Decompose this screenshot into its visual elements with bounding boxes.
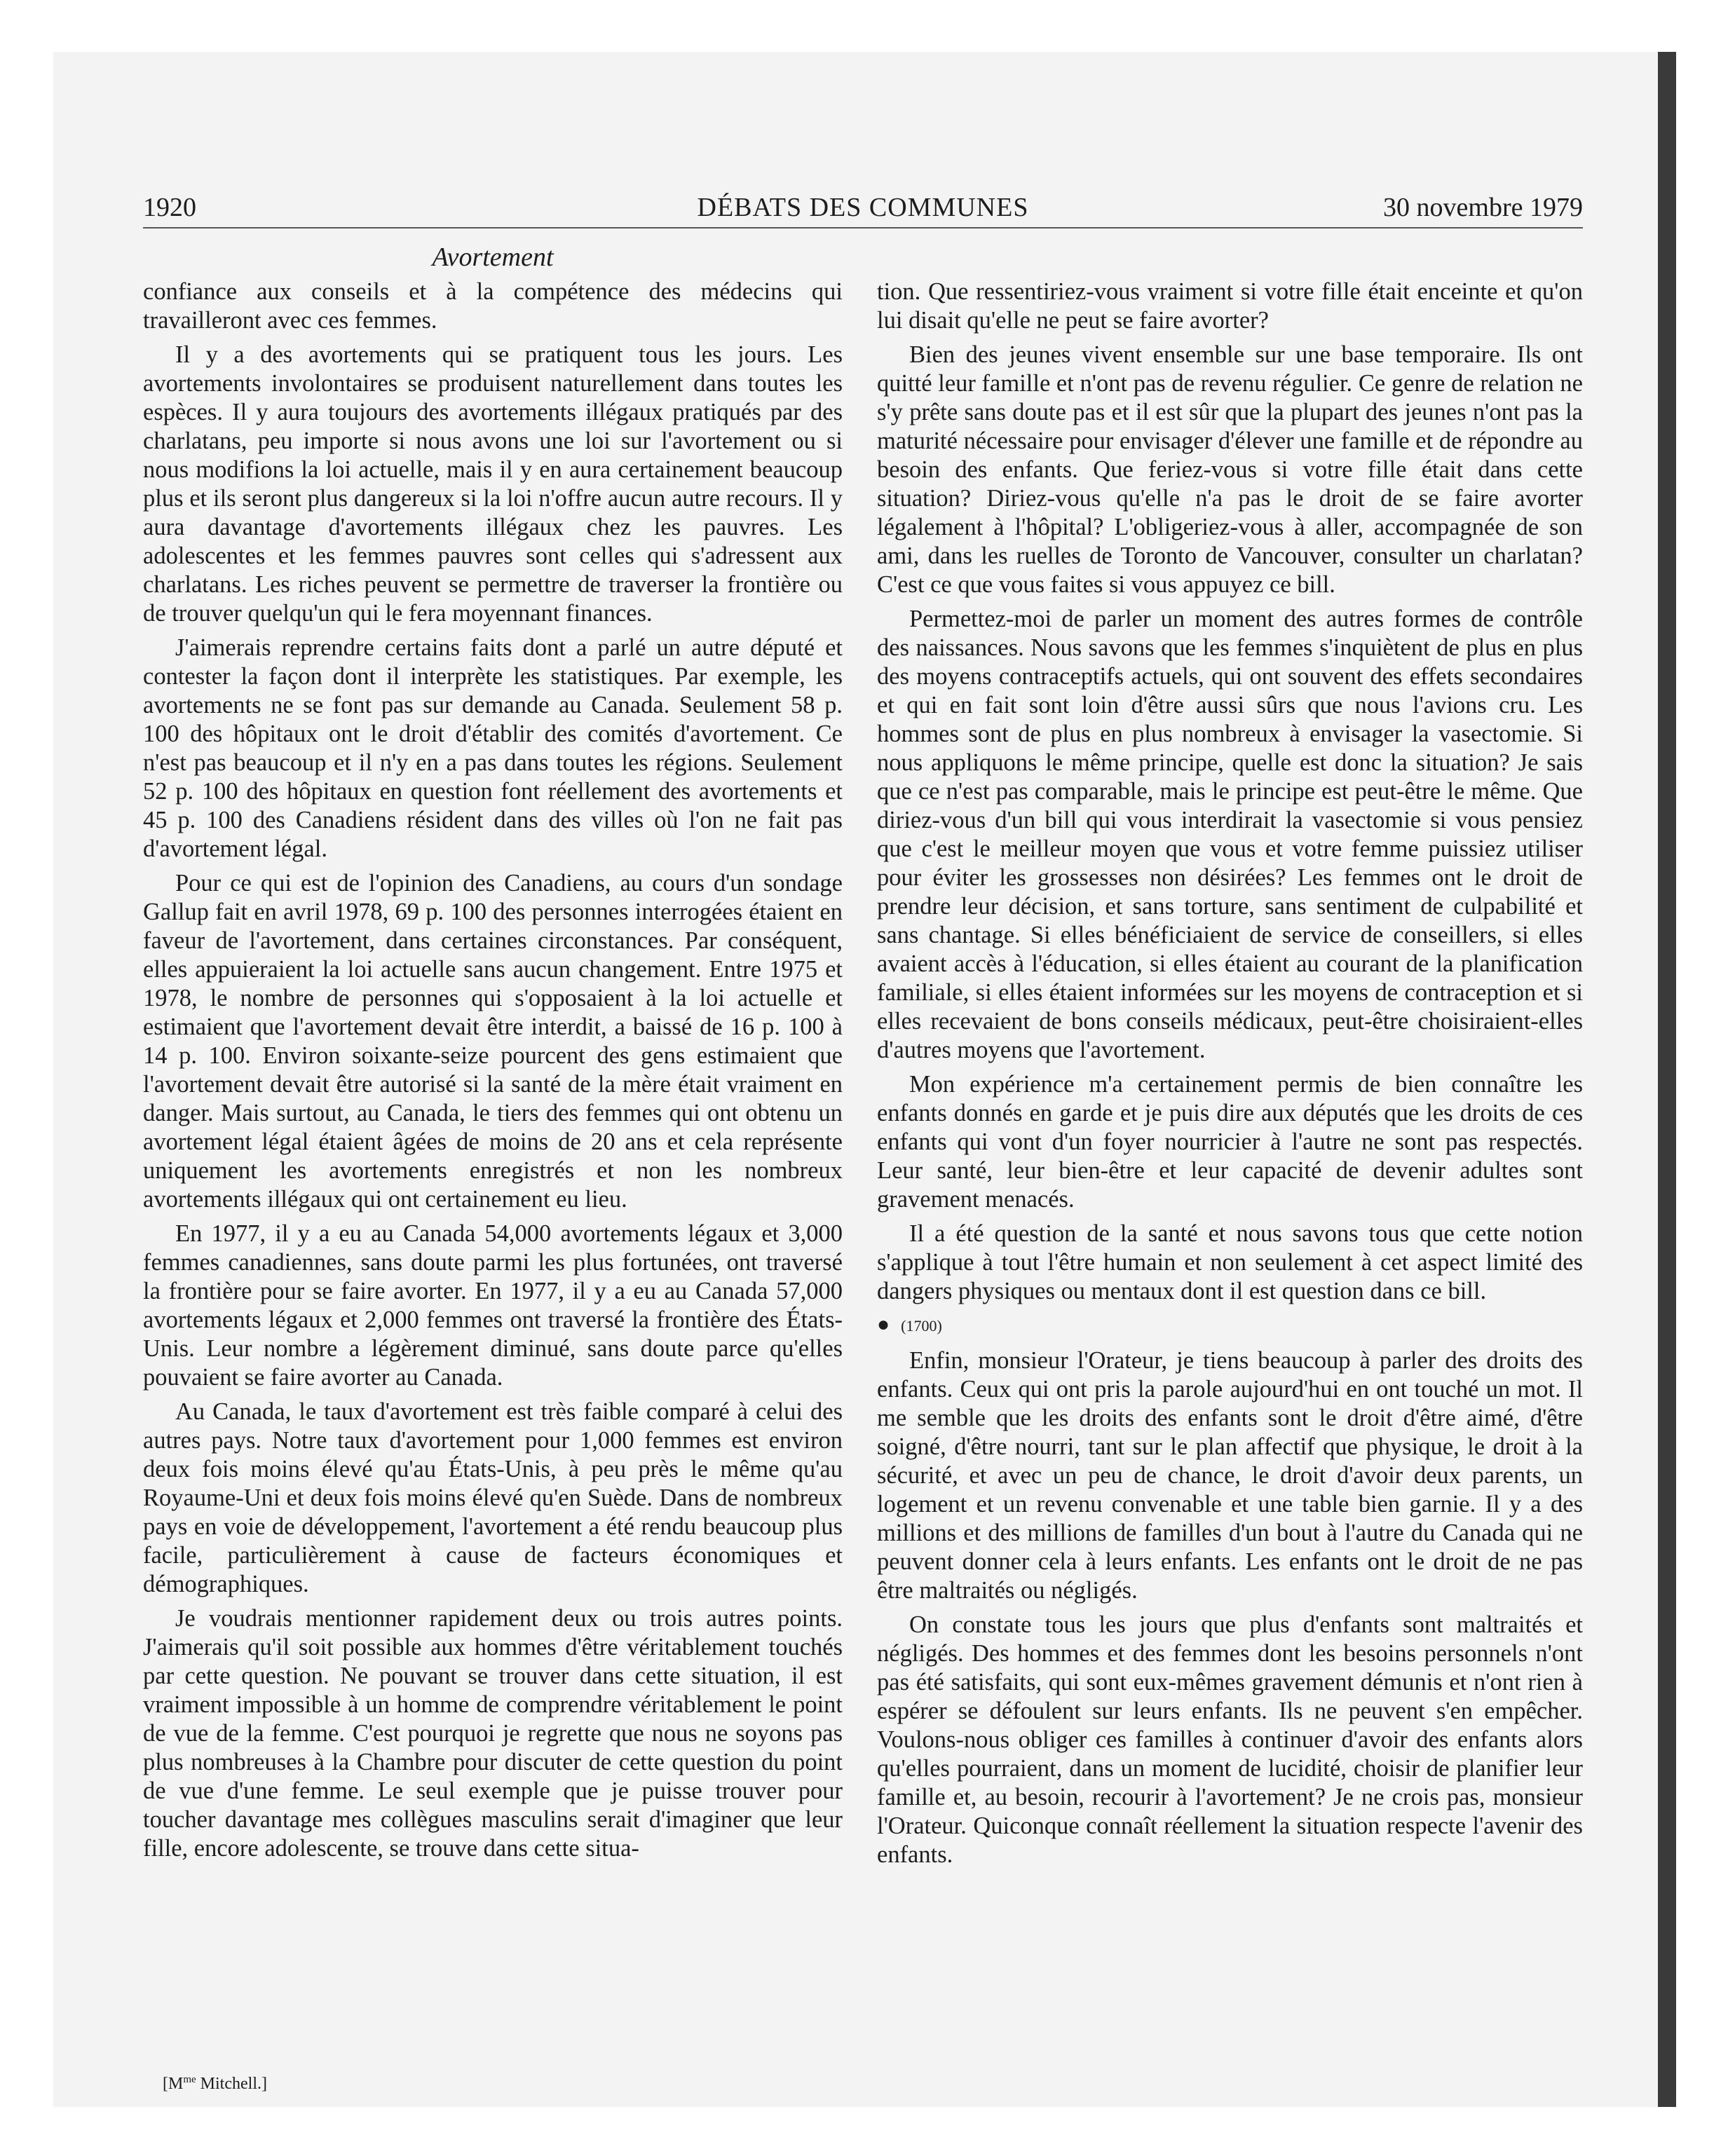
- section-title: Avortement: [432, 243, 554, 272]
- paragraph: Mon expérience m'a certainement permis de bien connaître les enfants donnés en garde et je puis dire aux députés que les droits de ces enfants qui vont d'un foyer nourricier à l'autre ne sont pas respectés. Leur santé, leur bien-être et leur capacité de devenir adultes sont gravement menacés.: [877, 1071, 1583, 1213]
- running-header: [143, 188, 1583, 228]
- paragraph: Il y a des avortements qui se pratiquent tous les jours. Les avortements involontaires se produisent naturellement dans toutes les espèces. Il y aura toujours des avortements illégaux pratiqués par des charlatans, peu importe si nous avons une loi sur l'avortement ou si nous modifions la loi actuelle, mais il y en aura certainement beaucoup plus et ils seront plus dangereux si la loi n'offre aucun autre recours. Il y aura davantage d'avortements illégaux chez les pauvres. Les adolescentes et les femmes pauvres sont celles qui s'adressent aux charlatans. Les riches peuvent se permettre de traverser la frontière ou de trouver quelqu'un qui le fera moyennant finances.: [143, 341, 843, 627]
- paragraph: Pour ce qui est de l'opinion des Canadiens, au cours d'un sondage Gallup fait en avril 1978, 69 p. 100 des personnes interrogées étaient en faveur de l'avortement, dans certaines circonstances. Par conséquent, elles appuieraient la loi actuelle sans aucun changement. Entre 1975 et 1978, le nombre de personnes qui s'opposaient à la loi actuelle et estimaient que l'avortement devait être interdit, a baissé de 16 p. 100 à 14 p. 100. Environ soixante-seize pourcent des gens estimaient que l'avortement devait être autorisé si la santé de la mère était vraiment en danger. Mais surtout, au Canada, le tiers des femmes qui ont obtenu un avortement légal étaient âgées de moins de 20 ans et cela représente uniquement les avortements enregistrés et non les nombreux avortements illégaux qui ont certainement eu lieu.: [143, 870, 843, 1213]
- time-marker-label: (1700): [901, 1317, 942, 1335]
- bullet-dot-icon: ●: [877, 1313, 890, 1336]
- paragraph: Permettez-moi de parler un moment des autres formes de contrôle des naissances. Nous savons que les femmes s'inquiètent de plus en plus des moyens contraceptifs actuels, qui ont souvent des effets secondaires et qui en fait sont loin d'être aussi sûrs que nous l'avions cru. Les hommes sont de plus en plus nombreux à envisager la vasectomie. Si nous appliquons le même principe, quelle est donc la situation? Je sais que ce n'est pas comparable, mais le principe est peut-être le même. Que diriez-vous d'un bill qui vous interdirait la vasectomie si vous pensiez que c'est le meilleur moyen que vous et votre femme puissiez utiliser pour éviter les grossesses non désirées? Les femmes ont le droit de prendre leur décision, et sans torture, sans sentiment de culpabilité et sans chantage. Si elles bénéficiaient de service de conseillers, si elles avaient accès à l'éducation, si elles étaient au courant de la planification familiale, si elles étaient informées sur les moyens de contraception et si elles recevaient de bons conseils médicaux, peut-être choisiraient-elles d'autres moyens que l'avortement.: [877, 606, 1583, 1063]
- paragraph: En 1977, il y a eu au Canada 54,000 avortements légaux et 3,000 femmes canadiennes, sans doute parmi les plus fortunées, ont traversé la frontière pour se faire avorter. En 1977, il y a eu au Canada 57,000 avortements légaux et 2,000 femmes ont traversé la frontière des États-Unis. Leur nombre a légèrement diminué, sans doute parce qu'elles pouvaient se faire avorter au Canada.: [143, 1220, 843, 1391]
- paragraph: On constate tous les jours que plus d'enfants sont maltraités et négligés. Des hommes et des femmes dont les besoins personnels n'ont pas été satisfaits, qui sont eux-mêmes gravement démunis et n'ont rien à espérer se défoulent sur leurs enfants. Ils ne peuvent s'en empêcher. Voulons-nous obliger ces familles à continuer d'avoir des enfants alors qu'elles pourraient, dans un moment de lucidité, choisir de planifier leur famille et, au besoin, recourir à l'avortement? Je ne crois pas, monsieur l'Orateur. Quiconque connaît réellement la situation respecte l'avenir des enfants.: [877, 1611, 1583, 1868]
- paragraph: confiance aux conseils et à la compétence des médecins qui travailleront avec ces femmes.: [143, 278, 843, 334]
- time-marker: [877, 1311, 1583, 1339]
- paragraph: Je voudrais mentionner rapidement deux ou trois autres points. J'aimerais qu'il soit possible aux hommes d'être véritablement touchés par cette question. Ne pouvant se trouver dans cette situation, il est vraiment impossible à un homme de comprendre véritablement le point de vue de la femme. C'est pourquoi je regrette que nous ne soyons pas plus nombreuses à la Chambre pour discuter de cette question du point de vue d'une femme. Le seul exemple que je puisse trouver pour toucher davantage mes collègues masculins serait d'imaginer que leur fille, encore adolescente, se trouve dans cette situa-: [143, 1605, 843, 1862]
- paragraph: Enfin, monsieur l'Orateur, je tiens beaucoup à parler des droits des enfants. Ceux qui ont pris la parole aujourd'hui en ont touché un mot. Il me semble que les droits des enfants sont le droit d'être aimé, d'être soigné, d'être nourri, tant sur le plan affectif que physique, le droit à la sécurité, et avec un peu de chance, le droit d'avoir deux parents, un logement et un revenu convenable et une table bien garnie. Il y a des millions et des millions de familles d'un bout à l'autre du Canada qui ne peuvent donner cela à leurs enfants. Les enfants ont le droit de ne pas être maltraités ou négligés.: [877, 1347, 1583, 1604]
- publication-title: DÉBATS DES COMMUNES: [697, 193, 1029, 222]
- paragraph: Il a été question de la santé et nous savons tous que cette notion s'applique à tout l'être humain et non seulement à cet aspect limité des dangers physiques ou mentaux dont il est question dans ce bill.: [877, 1220, 1583, 1304]
- speaker-attribution: [$M^{me}$ Mitchell.]: [163, 2074, 267, 2093]
- page-number: 1920: [143, 193, 196, 222]
- paragraph: tion. Que ressentiriez-vous vraiment si votre fille était enceinte et qu'on lui disait qu'elle ne peut se faire avorter?: [877, 278, 1583, 334]
- paragraph: Bien des jeunes vivent ensemble sur une base temporaire. Ils ont quitté leur famille et n'ont pas de revenu régulier. Ce genre de relation ne s'y prête sans doute pas et il est sûr que la plupart des jeunes n'ont pas la maturité nécessaire pour envisager d'élever une famille et de répondre au besoin des enfants. Que feriez-vous si votre fille était dans cette situation? Diriez-vous qu'elle n'a pas le droit de se faire avorter légalement à l'hôpital? L'obligeriez-vous à aller, accompagnée de son ami, dans les ruelles de Toronto de Vancouver, consulter un charlatan? C'est ce que vous faites si vous appuyez ce bill.: [877, 341, 1583, 598]
- page-date: 30 novembre 1979: [1383, 193, 1583, 222]
- right-column: [877, 278, 1583, 1875]
- scan-edge-bar: [1658, 52, 1676, 2107]
- paragraph: J'aimerais reprendre certains faits dont a parlé un autre député et contester la façon dont il interprète les statistiques. Par exemple, les avortements ne se font pas sur demande au Canada. Seulement 58 p. 100 des hôpitaux ont le droit d'établir des comités d'avortement. Ce n'est pas beaucoup et il n'y en a pas dans toutes les régions. Seulement 52 p. 100 des hôpitaux en question font réellement des avortements et 45 p. 100 des Canadiens résident dans des villes où l'on ne fait pas d'avortement légal.: [143, 634, 843, 862]
- paragraph: Au Canada, le taux d'avortement est très faible comparé à celui des autres pays. Notre taux d'avortement pour 1,000 femmes est environ deux fois moins élevé qu'au États-Unis, à peu près le même qu'au Royaume-Uni et deux fois moins élevé qu'en Suède. Dans de nombreux pays en voie de développement, l'avortement a été rendu beaucoup plus facile, particulièrement à cause de facteurs économiques et démographiques.: [143, 1398, 843, 1597]
- left-column: [143, 278, 843, 1869]
